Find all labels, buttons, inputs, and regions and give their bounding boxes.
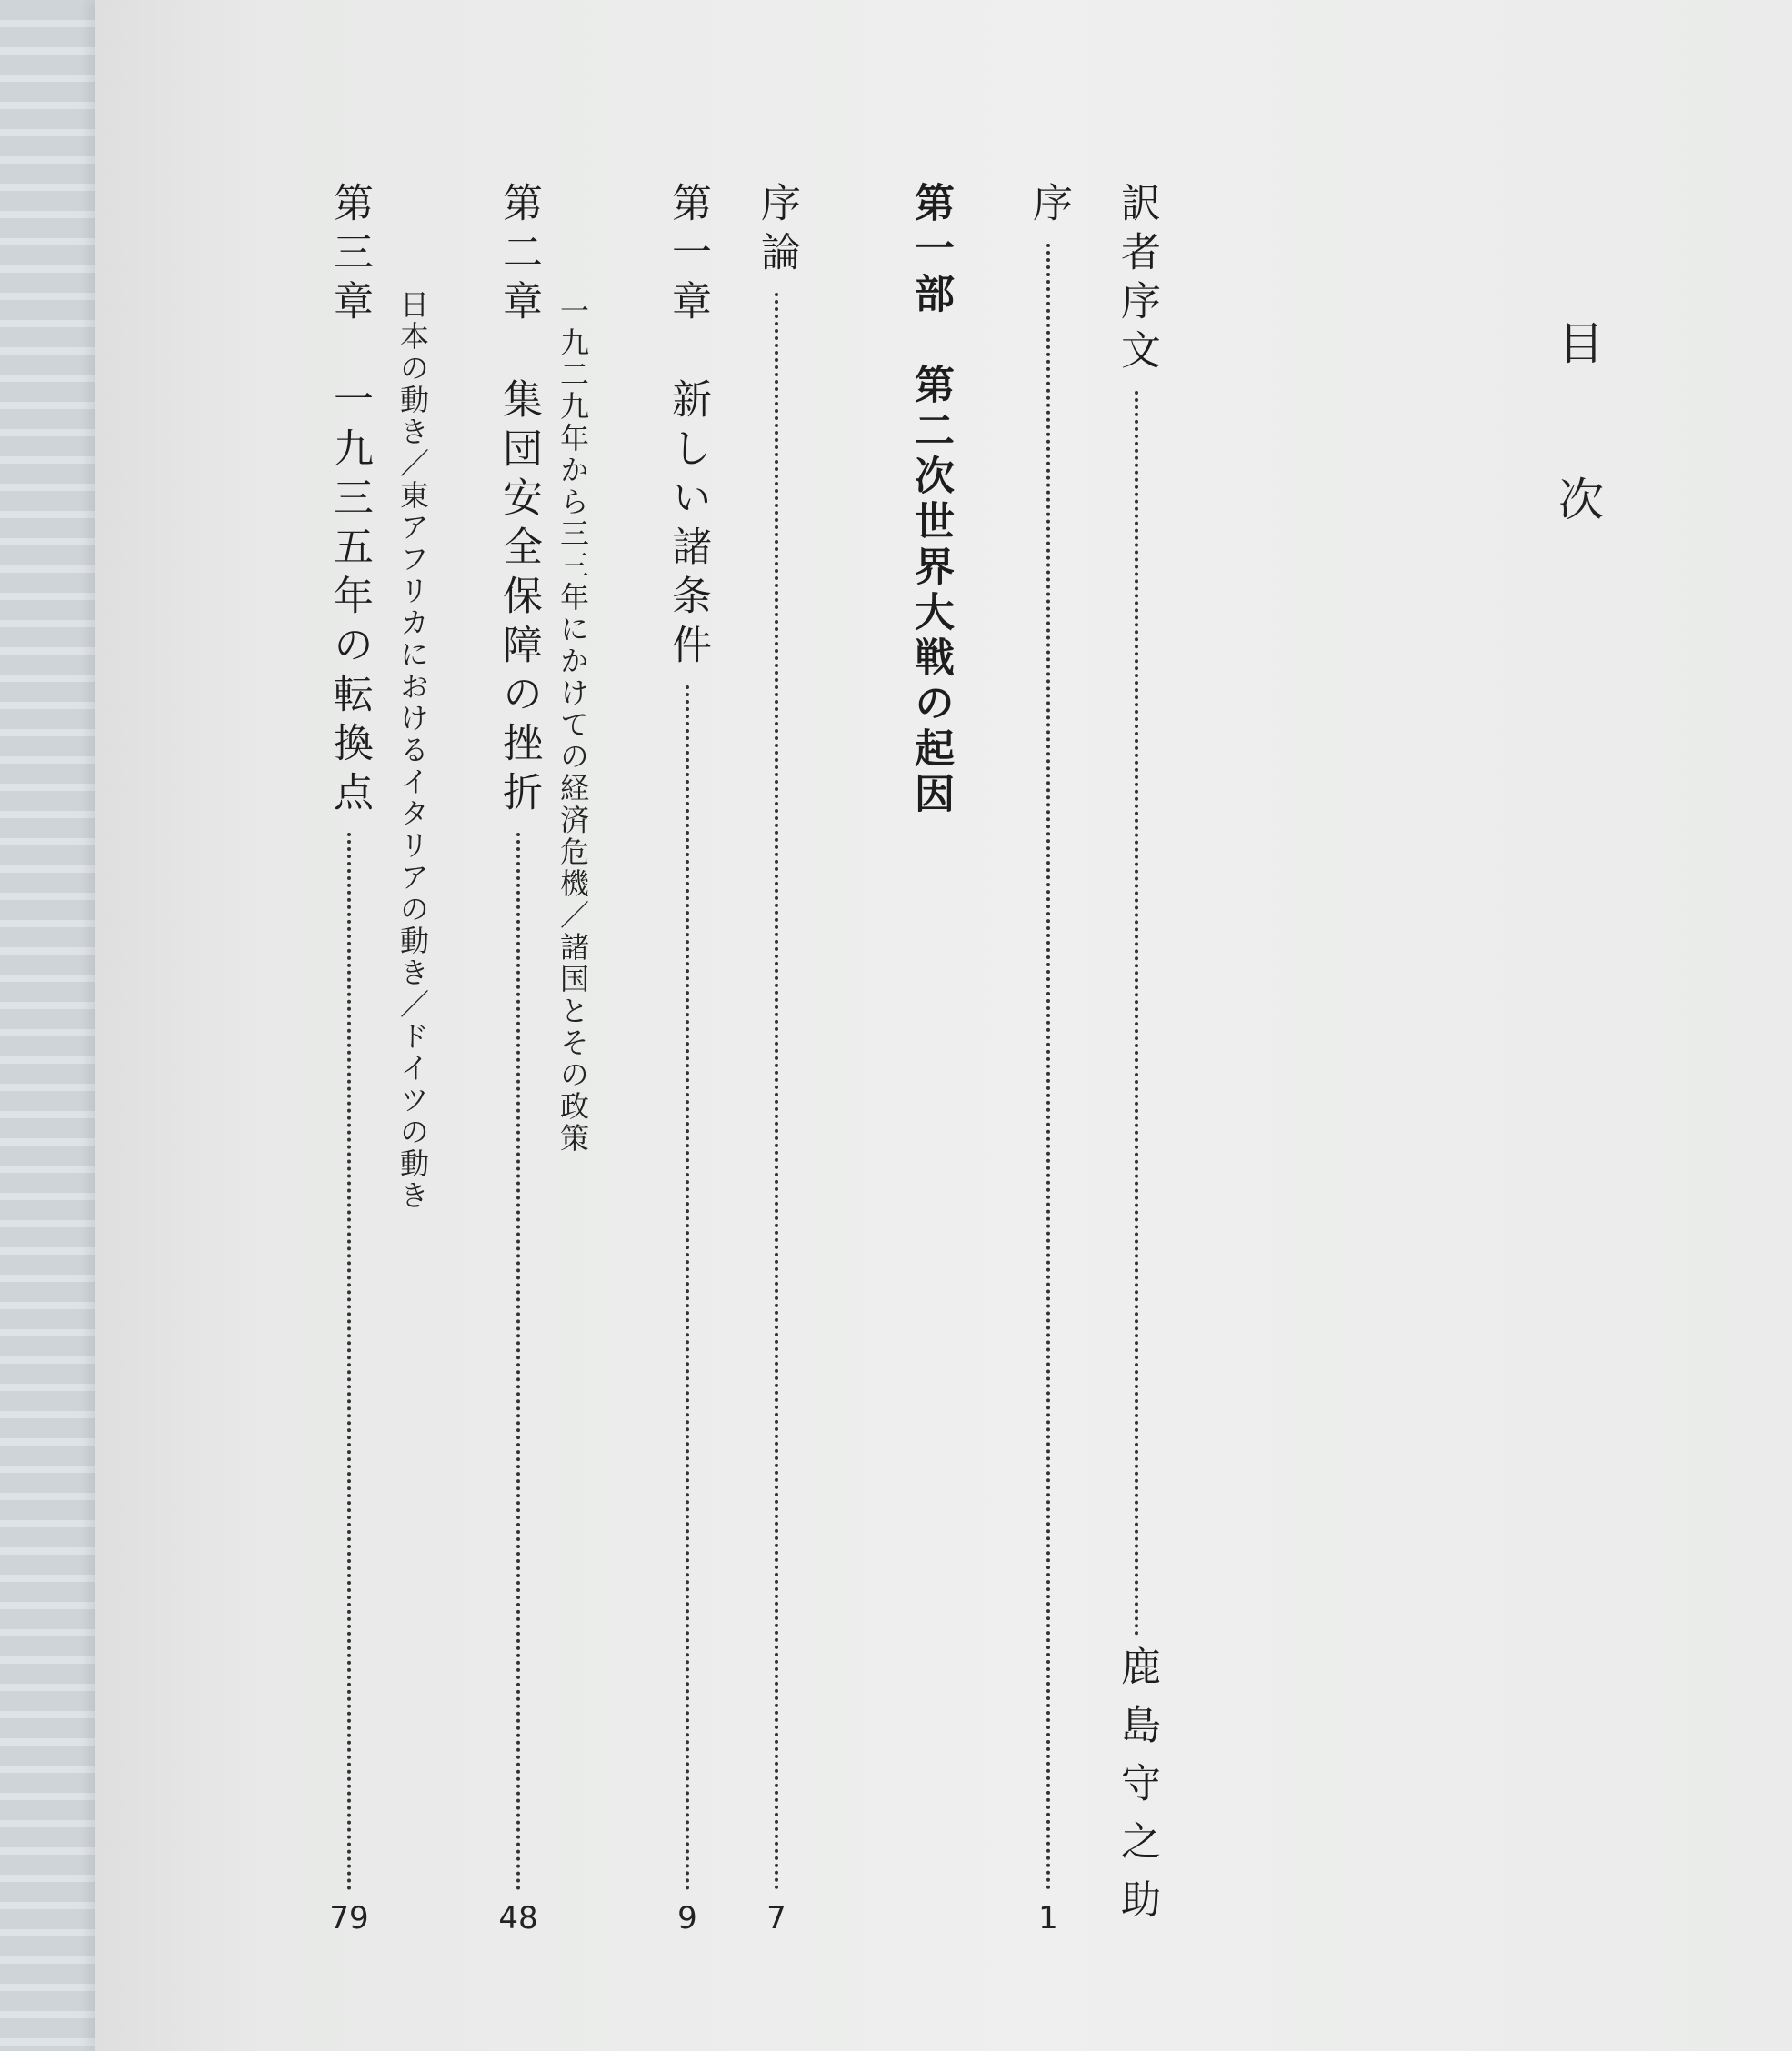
dot-leader xyxy=(1135,391,1138,1636)
toc-entry-label: 序論 xyxy=(754,182,800,280)
toc-page-number: 1 xyxy=(1038,1900,1058,1936)
toc-page-number: 9 xyxy=(677,1900,697,1936)
toc-chapter-2-subtitle: 日本の動き／東アフリカにおけるイタリアの動き／ドイツの動き xyxy=(395,289,430,1212)
toc-chapter-1-subtitle: 一九二九年から三三年にかけての経済危機／諸国とその政策 xyxy=(556,295,590,1155)
toc-entry-introduction xyxy=(749,182,804,1936)
toc-entry-chapter-1 xyxy=(660,182,715,1936)
dot-leader xyxy=(516,833,520,1891)
book-page xyxy=(95,0,1792,2051)
toc-entry-label: 第三章 一九三五年の転換点 xyxy=(326,182,373,820)
toc-heading-char-1: 目 xyxy=(1558,317,1604,370)
toc-entry-label: 序 xyxy=(1026,182,1072,231)
toc-entry-label: 第二章 集団安全保障の挫折 xyxy=(496,182,542,820)
toc-entry-chapter-2 xyxy=(491,182,546,1936)
toc-entry-preface xyxy=(1021,182,1076,1936)
dot-leader xyxy=(347,833,351,1891)
toc-entry-author: 鹿島守之助 xyxy=(1114,1646,1160,1936)
toc-part-heading: 第一部 第二次世界大戦の起因 xyxy=(907,182,954,818)
toc-heading-char-2: 次 xyxy=(1558,474,1604,526)
dot-leader xyxy=(1046,244,1050,1891)
toc-page-number: 79 xyxy=(329,1900,369,1936)
toc-entry-label: 第一章 新しい諸条件 xyxy=(665,182,711,673)
toc-entry-label: 訳者序文 xyxy=(1114,182,1160,378)
toc-entry-translator-preface xyxy=(1109,182,1164,1936)
toc-page-number: 48 xyxy=(498,1900,538,1936)
toc-page-number: 7 xyxy=(766,1900,786,1936)
dot-leader xyxy=(686,685,689,1891)
dot-leader xyxy=(775,293,778,1891)
background-strip xyxy=(0,0,95,2051)
toc-entry-chapter-3 xyxy=(322,182,376,1936)
